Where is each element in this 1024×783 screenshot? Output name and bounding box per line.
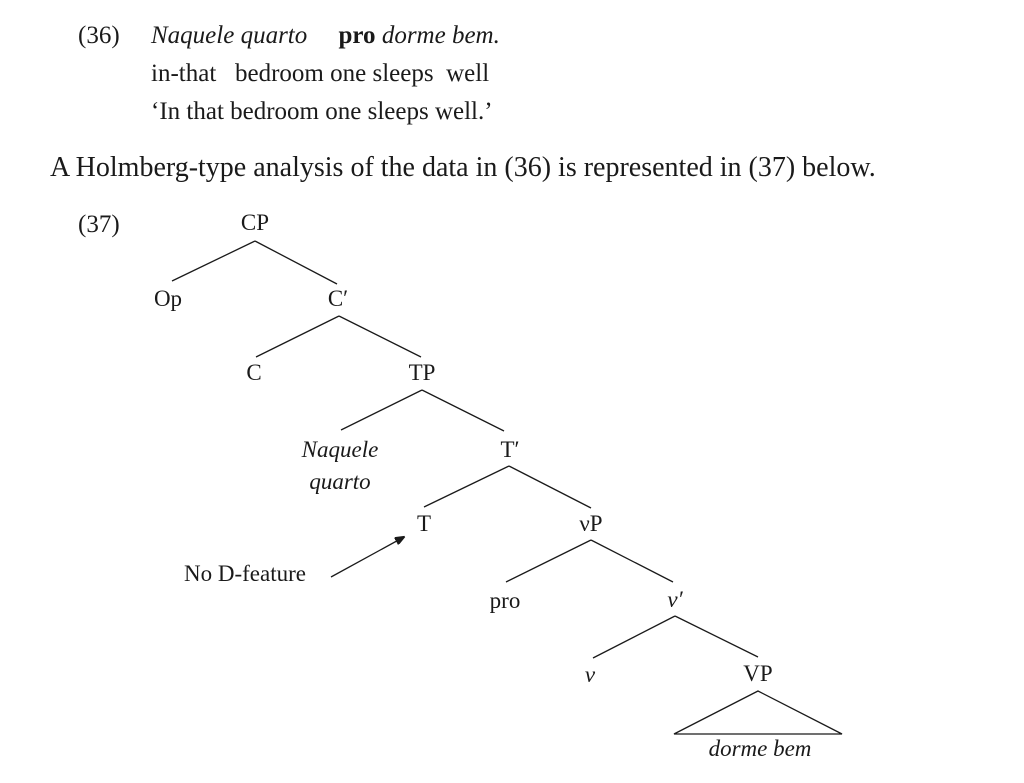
branch-vbar-v: [593, 616, 675, 658]
example-36-number: (36): [78, 22, 120, 49]
branch-cp-cbar: [255, 241, 337, 284]
example-36-translation: ‘In that bedroom one sleeps well.’: [151, 98, 493, 125]
vp-triangle: [674, 691, 842, 734]
branch-littlevp-pro: [506, 540, 591, 582]
annotation-no-d-feature: No D-feature: [184, 561, 306, 586]
gloss-word: bedroom: [235, 60, 324, 87]
node-quarto: quarto: [309, 469, 371, 494]
branch-tp-tbar: [422, 390, 504, 431]
branch-cbar-c: [256, 316, 339, 357]
branch-cp-op: [172, 241, 255, 281]
annotation-arrow: [331, 537, 404, 577]
node-dorme-bem: dorme bem: [708, 736, 812, 761]
node-c: C: [246, 360, 262, 385]
node-naquele: Naquele: [301, 437, 379, 462]
gloss-word: well: [446, 60, 490, 87]
branch-tbar-littlevp: [509, 466, 591, 508]
gloss-word: in-that: [151, 60, 217, 87]
node-cp: CP: [240, 210, 270, 235]
branch-vbar-vp: [675, 616, 758, 657]
example-37-number: (37): [78, 211, 120, 238]
node-t-bar: T′: [500, 437, 520, 462]
branch-cbar-tp: [339, 316, 421, 357]
node-tp: TP: [408, 360, 436, 385]
example-36-pro: pro: [338, 22, 376, 49]
node-op: Op: [153, 286, 183, 311]
example-36-phrase-2: dorme bem.: [381, 22, 500, 49]
node-v-bar: ν′: [667, 587, 683, 612]
node-v: ν: [584, 662, 596, 687]
gloss-word: sleeps: [372, 60, 434, 87]
node-pro: pro: [489, 588, 521, 613]
node-c-bar: C′: [327, 286, 349, 311]
branch-tp-spec: [341, 390, 422, 430]
gloss-word: one: [330, 60, 367, 87]
branch-littlevp-vbar: [591, 540, 673, 582]
node-t: T: [416, 511, 432, 536]
node-little-vp: νP: [579, 511, 603, 536]
example-36-phrase-1: Naquele quarto: [151, 22, 308, 49]
body-paragraph: A Holmberg-type analysis of the data in (36) is represented in (37) below.: [50, 152, 876, 183]
node-vp: VP: [743, 661, 773, 686]
branch-tbar-t: [424, 466, 509, 507]
